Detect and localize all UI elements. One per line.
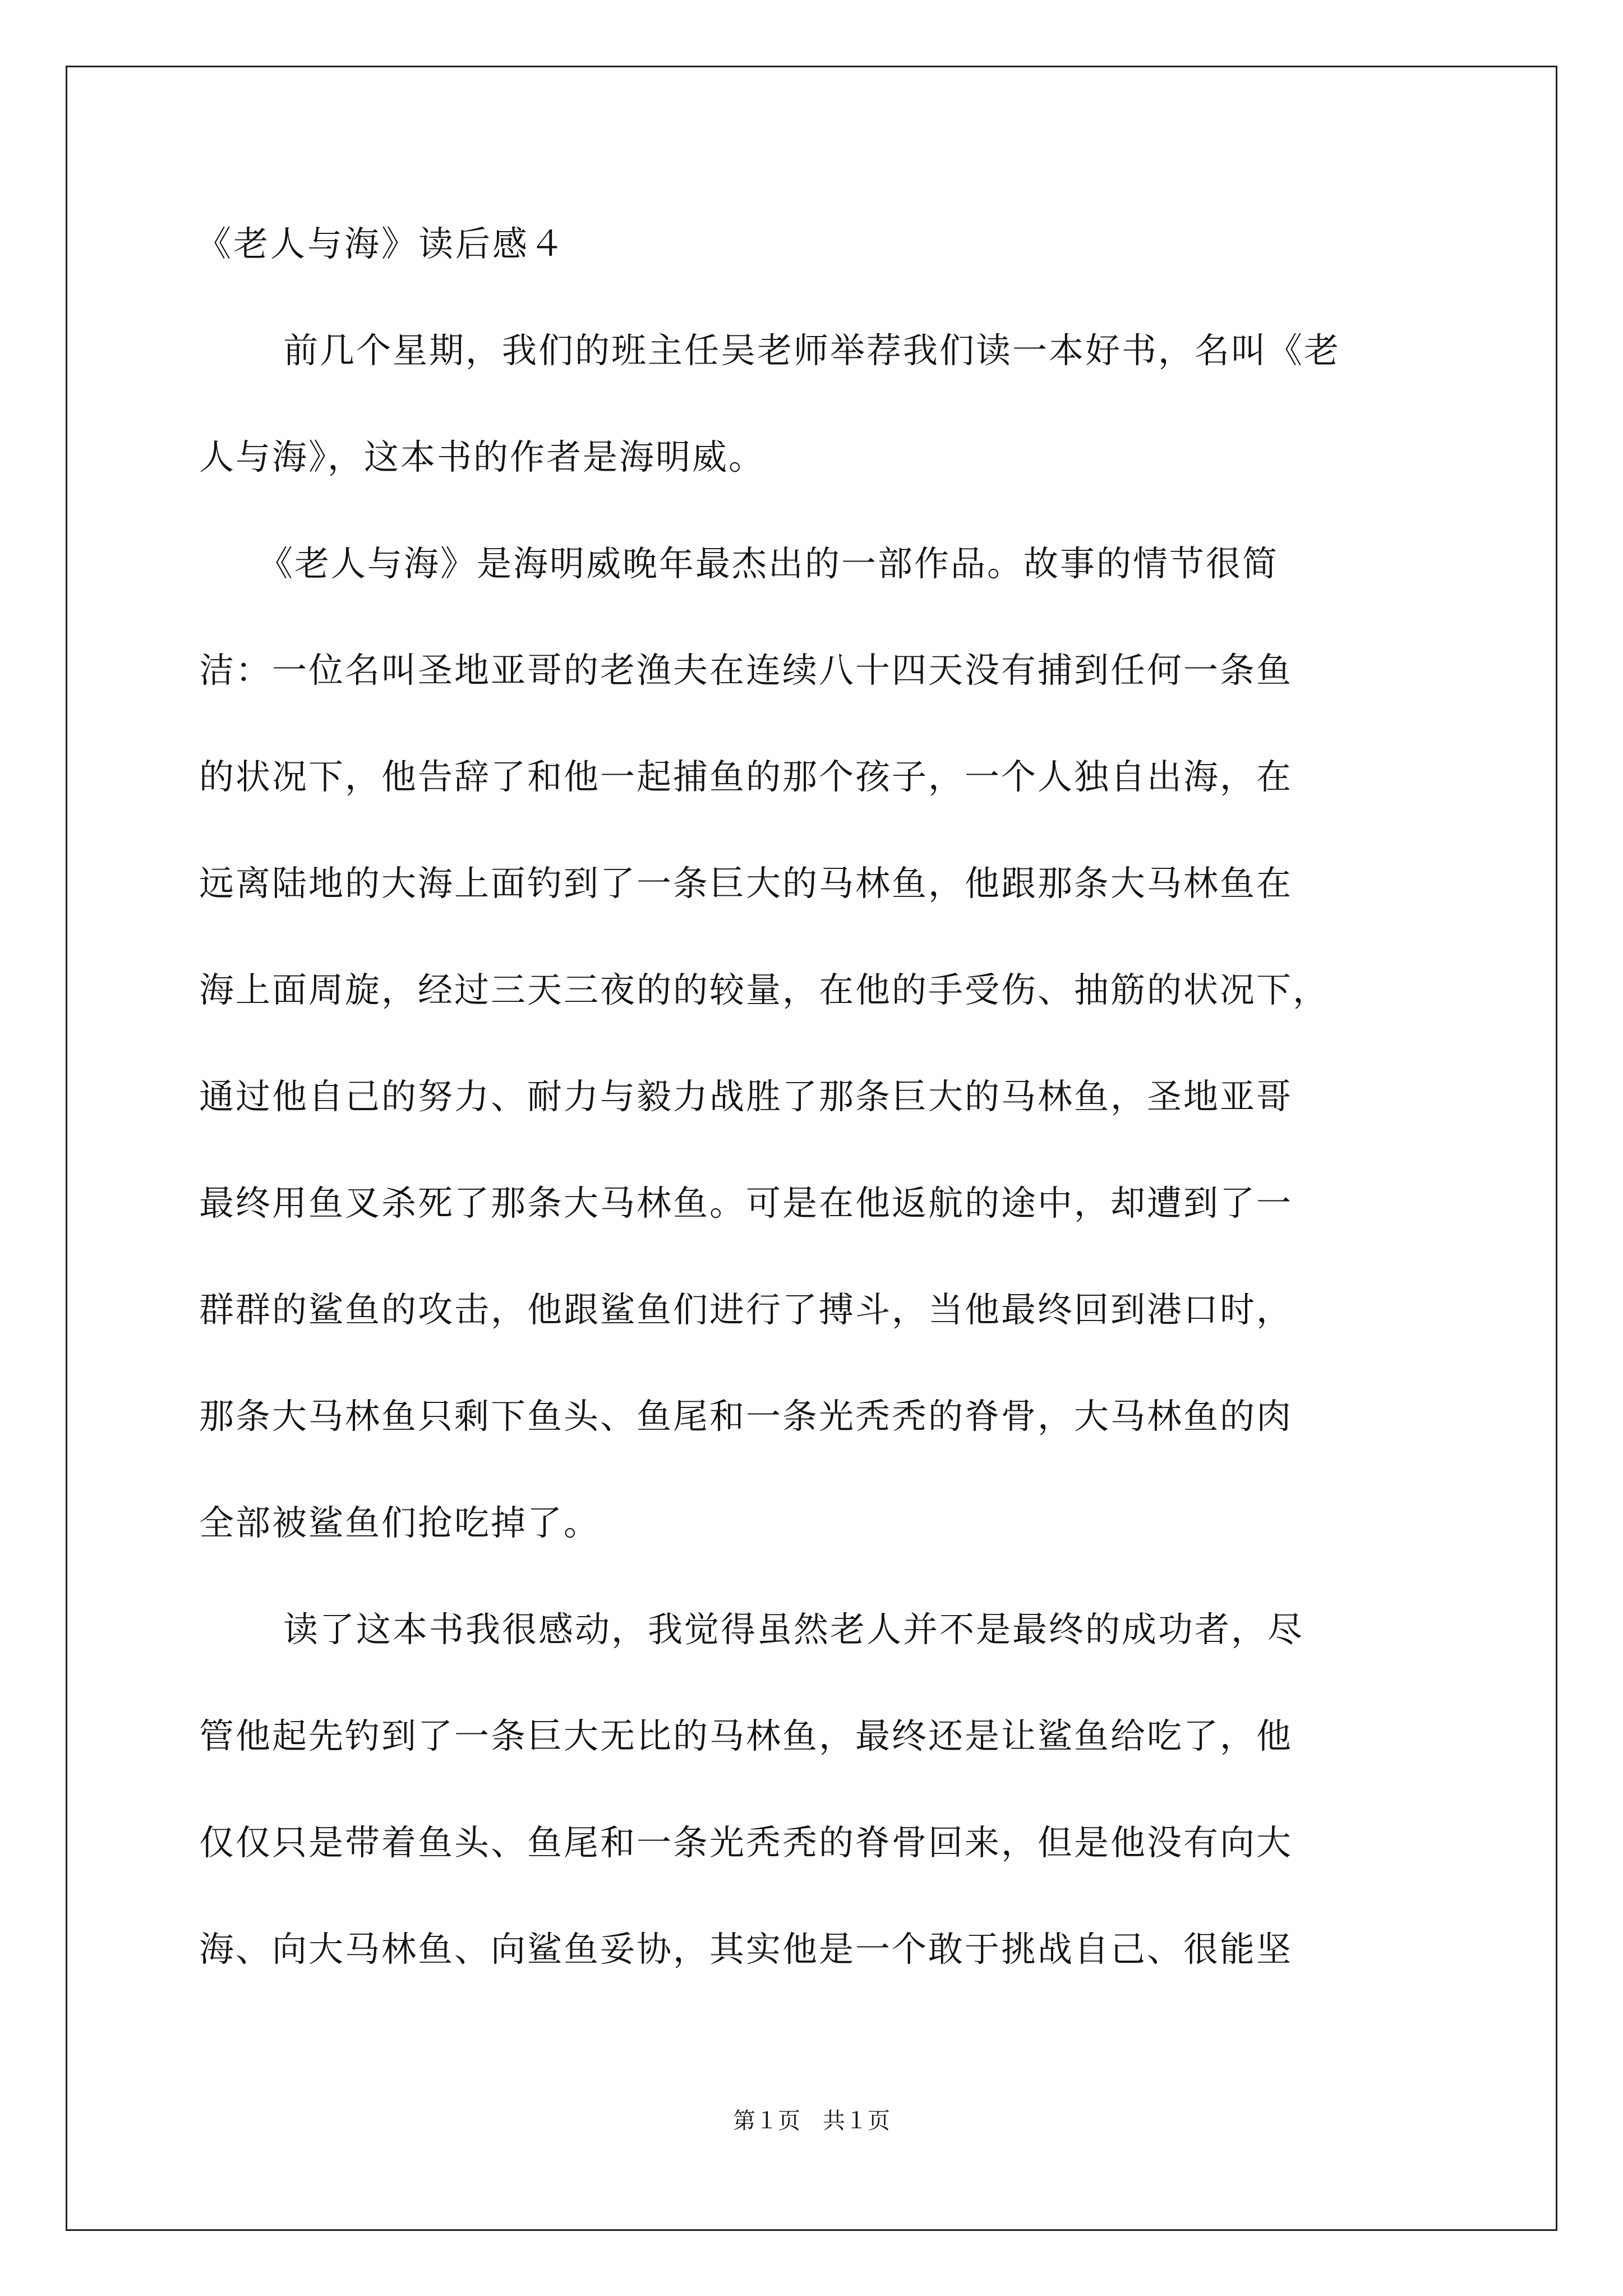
paragraph-2-line-1: 《老人与海》是海明威晚年最杰出的一部作品。故事的情节很简 [258,543,1279,584]
paragraph-2-line-10: 全部被鲨鱼们抢吃掉了。 [199,1502,601,1543]
paragraph-2-line-6: 通过他自己的努力、耐力与毅力战胜了那条巨大的马林鱼，圣地亚哥 [199,1076,1293,1117]
paragraph-2-line-8: 群群的鲨鱼的攻击，他跟鲨鱼们进行了搏斗，当他最终回到港口时， [199,1289,1293,1330]
page-footer: 第１页 共１页 [733,2108,890,2134]
paragraph-2-line-5: 海上面周旋，经过三天三夜的的较量，在他的手受伤、抽筋的状况下， [199,969,1330,1010]
paragraph-1-line-1: 前几个星期，我们的班主任吴老师举荐我们读一本好书，名叫《老 [283,330,1341,371]
page-border [66,66,1557,2231]
document-title: 《老人与海》读后感４ [196,223,567,264]
paragraph-3-line-1: 读了这本书我很感动，我觉得虽然老人并不是最终的成功者，尽 [283,1609,1304,1650]
paragraph-2-line-4: 远离陆地的大海上面钓到了一条巨大的马林鱼，他跟那条大马林鱼在 [199,863,1293,904]
paragraph-2-line-9: 那条大马林鱼只剩下鱼头、鱼尾和一条光秃秃的脊骨，大马林鱼的肉 [199,1396,1293,1437]
paragraph-1-line-2: 人与海》，这本书的作者是海明威。 [199,436,766,477]
paragraph-3-line-2: 管他起先钓到了一条巨大无比的马林鱼，最终还是让鲨鱼给吃了，他 [199,1715,1293,1756]
paragraph-3-line-3: 仅仅只是带着鱼头、鱼尾和一条光秃秃的脊骨回来，但是他没有向大 [199,1822,1293,1863]
paragraph-2-line-7: 最终用鱼叉杀死了那条大马林鱼。可是在他返航的途中，却遭到了一 [199,1182,1293,1223]
paragraph-2-line-2: 洁：一位名叫圣地亚哥的老渔夫在连续八十四天没有捕到任何一条鱼 [199,650,1293,691]
paragraph-3-line-4: 海、向大马林鱼、向鲨鱼妥协，其实他是一个敢于挑战自己、很能坚 [199,1929,1293,1970]
paragraph-2-line-3: 的状况下，他告辞了和他一起捕鱼的那个孩子，一个人独自出海，在 [199,756,1293,797]
